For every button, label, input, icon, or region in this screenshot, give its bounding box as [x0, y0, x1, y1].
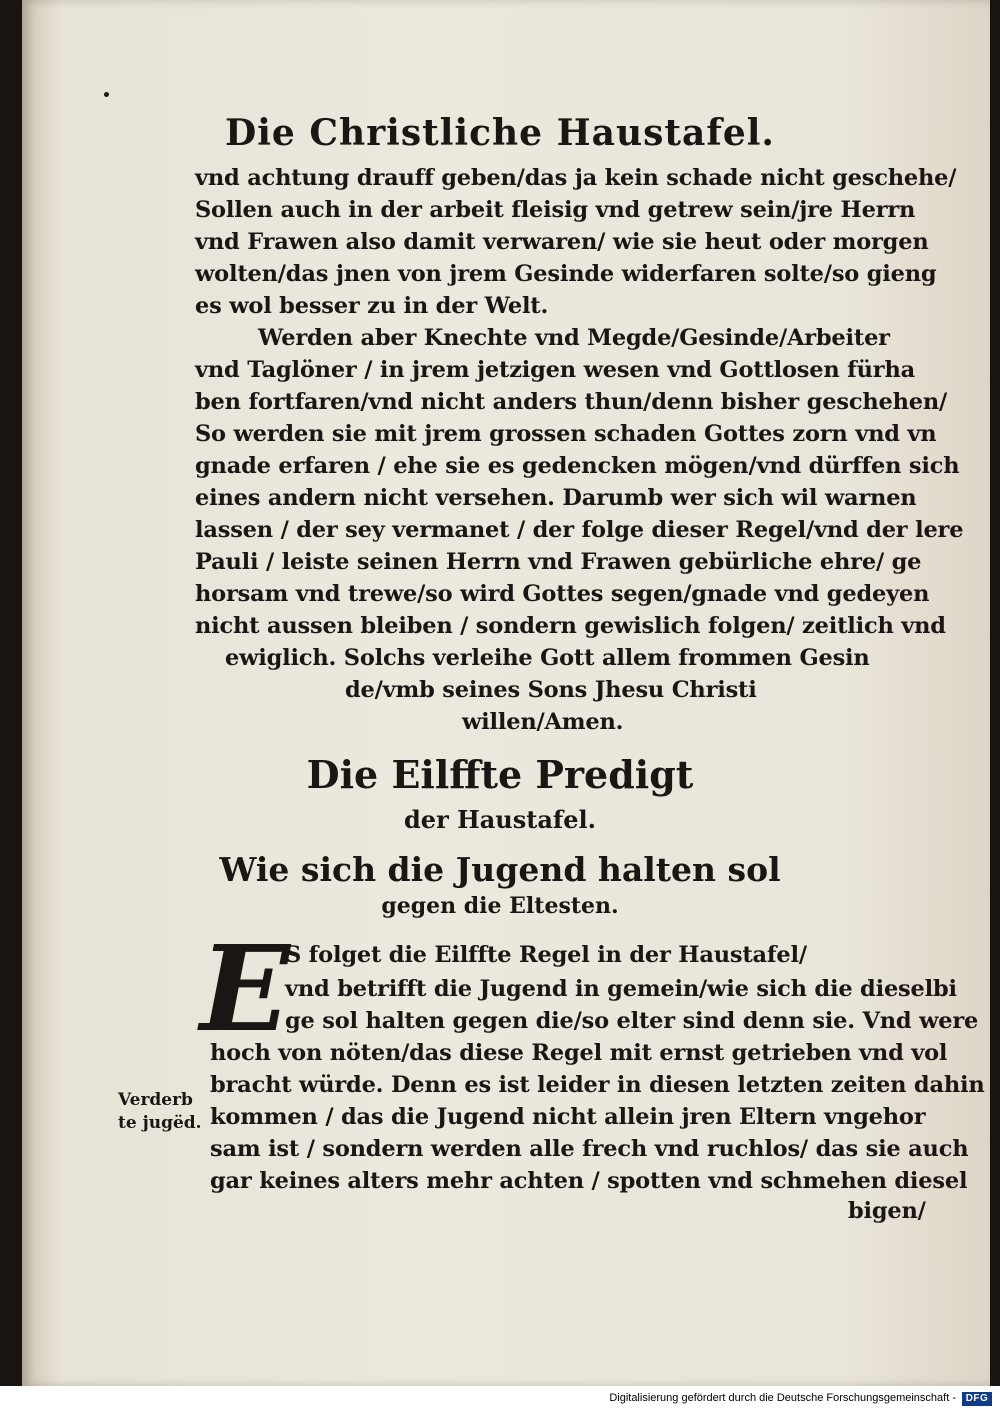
text-line: vnd Taglöner / in jrem jetzigen wesen vnd Gottlosen fürha	[195, 357, 915, 383]
section-subtitle: der Haustafel.	[404, 805, 596, 834]
text-line: horsam vnd trewe/so wird Gottes segen/gnade vnd gedeyen	[195, 581, 930, 607]
text-line: ben fortfaren/vnd nicht anders thun/denn bisher geschehen/	[195, 389, 948, 415]
text-line: lassen / der sey vermanet / der folge dieser Regel/vnd der lere	[195, 517, 964, 543]
text-line: kommen / das die Jugend nicht allein jren Eltern vngehor	[210, 1104, 926, 1130]
text-line: de/vmb seines Sons Jhesu Christi	[345, 677, 757, 703]
text-line: Werden aber Knechte vnd Megde/Gesinde/Arbeiter	[258, 325, 890, 351]
text-line: Pauli / leiste seinen Herrn vnd Frawen gebürliche ehre/ ge	[195, 549, 922, 575]
dfg-logo[interactable]: DFG	[962, 1392, 992, 1406]
text-line: eines andern nicht versehen. Darumb wer sich wil warnen	[195, 485, 917, 511]
text-line: vnd achtung drauff geben/das ja kein schade nicht geschehe/	[195, 165, 957, 191]
text-line: Sollen auch in der arbeit fleisig vnd getrew sein/jre Herrn	[195, 197, 916, 223]
text-line: es wol besser zu in der Welt.	[195, 293, 549, 319]
text-line: S folget die Eilffte Regel in der Haustafel/	[285, 942, 807, 968]
text-line: ewiglich. Solchs verleihe Gott allem frommen Gesin	[225, 645, 870, 671]
section-heading: Wie sich die Jugend halten sol	[219, 850, 781, 889]
text-line: vnd betrifft die Jugend in gemein/wie sich die dieselbi	[285, 976, 957, 1002]
margin-note-line: te jugëd.	[118, 1113, 202, 1133]
section-title: Die Eilffte Predigt	[306, 752, 694, 797]
text-line: hoch von nöten/das diese Regel mit ernst getrieben vnd vol	[210, 1040, 948, 1066]
catchword: bigen/	[848, 1198, 926, 1224]
decorated-initial: E	[200, 919, 290, 1058]
text-line: willen/Amen.	[462, 709, 624, 735]
funding-notice: Digitalisierung gefördert durch die Deutsche Forschungsgemeinschaft -	[609, 1392, 956, 1404]
text-line: gnade erfaren / ehe sie es gedencken mögen/vnd dürffen sich	[195, 453, 960, 479]
text-line: sam ist / sondern werden alle frech vnd ruchlos/ das sie auch	[210, 1136, 969, 1162]
text-line: gar keines alters mehr achten / spotten vnd schmehen diesel	[210, 1168, 968, 1194]
text-line: vnd Frawen also damit verwaren/ wie sie heut oder morgen	[195, 229, 929, 255]
footer-bar	[0, 1390, 1000, 1409]
text-line: So werden sie mit jrem grossen schaden Gottes zorn vnd vn	[195, 421, 937, 447]
text-line: bracht würde. Denn es ist leider in diesen letzten zeiten dahin	[210, 1072, 985, 1098]
running-head: Die Christliche Haustafel.	[225, 112, 775, 154]
ink-spot	[104, 92, 109, 97]
text-line: nicht aussen bleiben / sondern gewislich folgen/ zeitlich vnd	[195, 613, 946, 639]
margin-note-line: Verderb	[118, 1090, 193, 1110]
text-line: wolten/das jnen von jrem Gesinde widerfaren solte/so gieng	[195, 261, 937, 287]
section-heading-continued: gegen die Eltesten.	[381, 893, 619, 919]
text-line: ge sol halten gegen die/so elter sind denn sie. Vnd were	[285, 1008, 979, 1034]
